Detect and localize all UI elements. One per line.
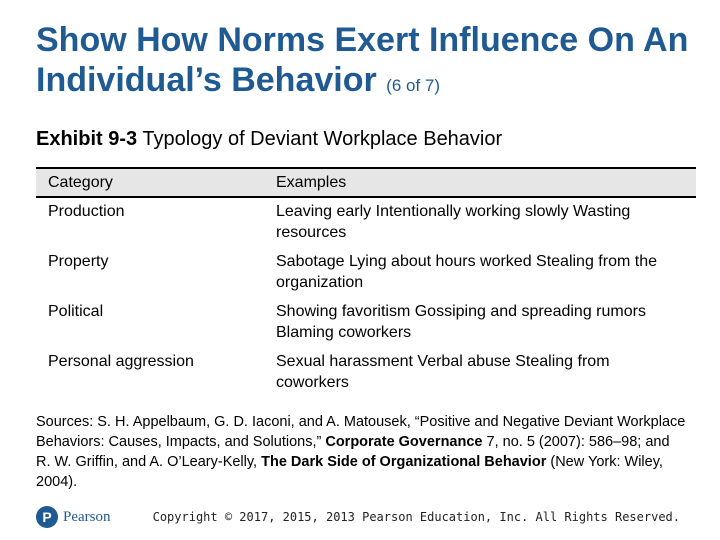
row-examples: Sabotage Lying about hours worked Stealing from the organization (276, 253, 657, 291)
slide-title-sub: (6 of 7) (386, 76, 441, 95)
sources-journal-title: Corporate Governance (325, 434, 483, 450)
row-examples: Showing favoritism Gossiping and spreading rumors Blaming coworkers (276, 303, 646, 341)
column-header-category: Category (36, 168, 264, 197)
table-row (36, 248, 696, 298)
sources-citation (36, 412, 686, 492)
sources-text-1: Sources: S. H. Appelbaum, G. D. Iaconi, and A. Matousek, “Positive and Negative Deviant Workplace Behaviors: Causes, Impacts, and Solutions,” (36, 414, 686, 450)
table-row (36, 298, 696, 348)
table-header-row (36, 168, 696, 197)
exhibit-label: Exhibit 9-3 (36, 128, 138, 150)
row-category: Political (48, 303, 104, 320)
slide-title-main: Show How Norms Exert Influence On An Individual’s Behavior (36, 21, 689, 99)
row-examples: Sexual harassment Verbal abuse Stealing from coworkers (276, 353, 610, 391)
row-examples: Leaving early Intentionally working slowly Wasting resources (276, 203, 631, 241)
sources-text-3: (New York: Wiley, 2004). (36, 454, 663, 490)
row-category: Property (48, 253, 109, 270)
row-category: Personal aggression (48, 353, 194, 370)
row-category: Production (48, 203, 125, 220)
pearson-logo-text: Pearson (63, 508, 111, 525)
table-row (36, 348, 696, 398)
sources-book-title: The Dark Side of Organizational Behavior (261, 454, 547, 470)
deviant-behavior-table (36, 167, 696, 398)
table-row (36, 197, 696, 248)
column-header-examples: Examples (264, 168, 696, 197)
copyright-notice: Copyright © 2017, 2015, 2013 Pearson Education, Inc. All Rights Reserved. (152, 510, 680, 524)
slide-title (36, 20, 696, 106)
pearson-logo-icon: P (36, 506, 58, 528)
sources-text-2: 7, no. 5 (2007): 586–98; and R. W. Griffin, and A. O’Leary-Kelly, (36, 434, 670, 470)
exhibit-heading (36, 126, 502, 152)
exhibit-title: Typology of Deviant Workplace Behavior (142, 128, 503, 150)
pearson-logo (36, 506, 111, 528)
